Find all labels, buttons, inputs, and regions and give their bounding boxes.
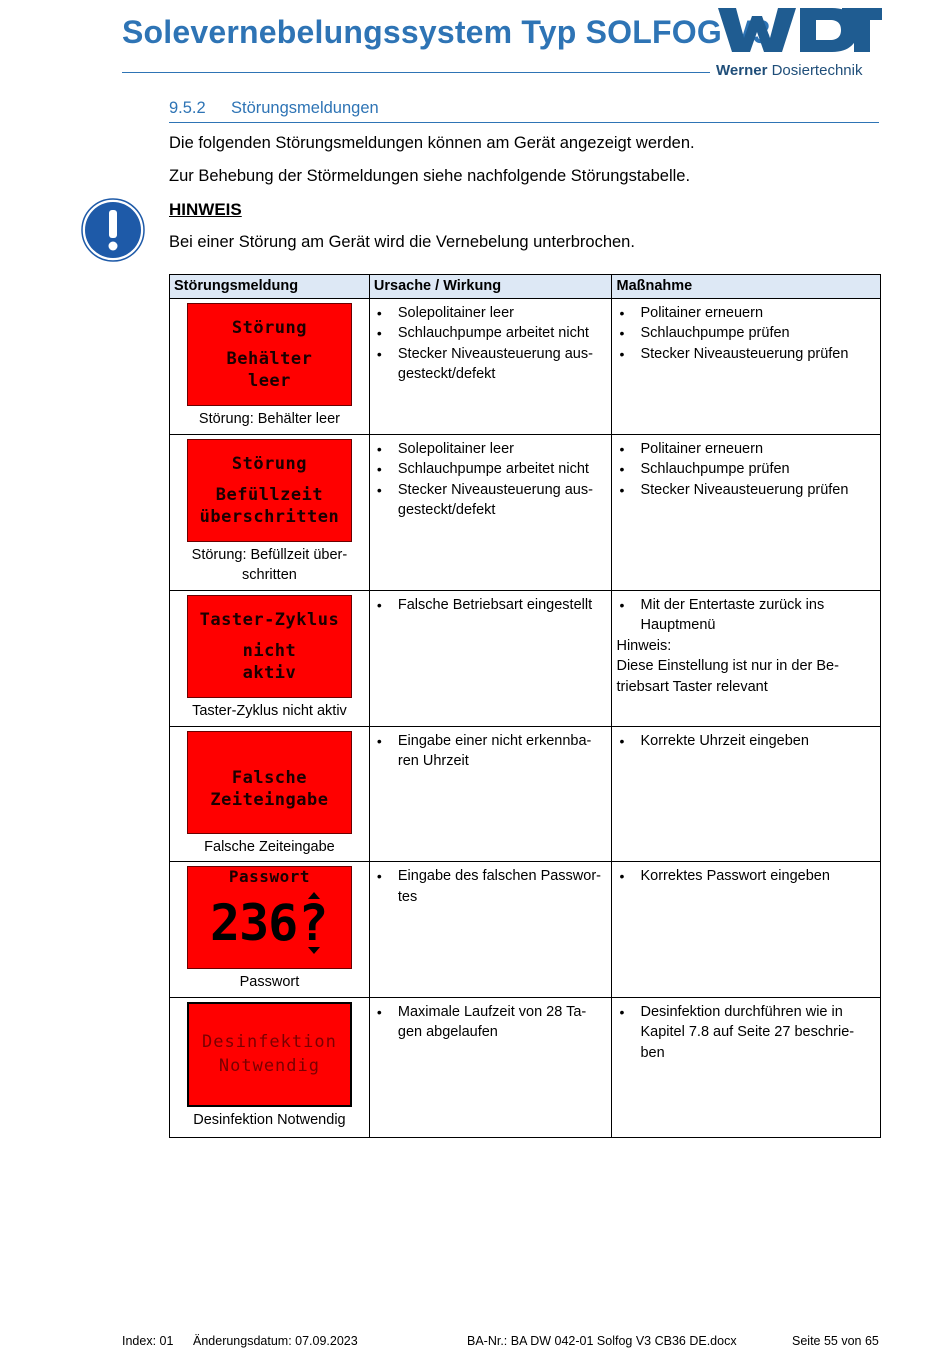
cause-cell xyxy=(369,590,612,726)
digit-selector xyxy=(298,892,329,954)
lcd-line: Behälter xyxy=(226,348,313,369)
lcd-display xyxy=(187,303,352,406)
footer-date: Änderungsdatum: 07.09.2023 xyxy=(193,1334,358,1348)
list-item: • Politainer erneuern xyxy=(616,439,876,460)
section-title: Störungsmeldungen xyxy=(231,99,379,117)
list-item: • Korrekte Uhrzeit eingeben xyxy=(616,731,876,752)
cause-cell xyxy=(369,434,612,590)
lcd-line: Taster-Zyklus xyxy=(199,609,340,630)
message-cell xyxy=(170,726,370,862)
message-cell xyxy=(170,997,370,1137)
section-heading xyxy=(169,99,879,123)
action-cell xyxy=(612,862,881,998)
table-row xyxy=(170,997,881,1137)
action-cell xyxy=(612,726,881,862)
lcd-line: Zeiteingabe xyxy=(210,790,329,810)
cause-cell xyxy=(369,726,612,862)
message-cell xyxy=(170,434,370,590)
footer-index: Index: 01 xyxy=(122,1334,174,1348)
fault-table xyxy=(169,274,881,1138)
cause-cell xyxy=(369,298,612,434)
list-item: • Schlauchpumpe prüfen xyxy=(616,459,876,480)
list-item: • Schlauchpumpe prüfen xyxy=(616,323,876,344)
table-row xyxy=(170,726,881,862)
lcd-line: Falsche xyxy=(231,768,308,788)
display-caption: Desinfektion Notwendig xyxy=(193,1111,346,1128)
message-cell xyxy=(170,862,370,998)
note-text: Diese Einstellung ist nur in der Be-triebsart Taster relevant xyxy=(616,658,839,695)
list-item: • Maximale Laufzeit von 28 Ta-gen abgelaufen xyxy=(374,1002,608,1043)
list-item: • Stecker Niveausteuerung aus-gesteckt/defekt xyxy=(374,344,608,385)
list-item: • Stecker Niveausteuerung aus-gesteckt/defekt xyxy=(374,480,608,521)
list-item: • Schlauchpumpe arbeitet nicht xyxy=(374,323,608,344)
document-title: Solevernebelungssystem Typ SOLFOG V3 xyxy=(122,14,771,50)
list-item: • Schlauchpumpe arbeitet nicht xyxy=(374,459,608,480)
list-item: • Stecker Niveausteuerung prüfen xyxy=(616,344,876,365)
lcd-display xyxy=(187,731,352,834)
lcd-line: Störung xyxy=(231,317,308,338)
header-action: Maßnahme xyxy=(612,275,881,299)
fix-paragraph: Zur Behebung der Störmeldungen siehe nachfolgende Störungstabelle. xyxy=(169,167,691,185)
arrow-down-icon xyxy=(308,947,320,954)
cause-cell xyxy=(369,997,612,1137)
action-cell xyxy=(612,298,881,434)
lcd-line: leer xyxy=(247,370,291,391)
list-item: • Solepolitainer leer xyxy=(374,303,608,324)
cause-cell xyxy=(369,862,612,998)
lcd-line: Störung xyxy=(231,453,308,474)
hint-paragraph: Bei einer Störung am Gerät wird die Vernebelung unterbrochen. xyxy=(169,233,635,251)
message-cell xyxy=(170,298,370,434)
table-row xyxy=(170,862,881,998)
note-label: Hinweis: xyxy=(616,637,672,654)
list-item: • Falsche Betriebsart eingestellt xyxy=(374,595,608,616)
lcd-display xyxy=(187,866,352,969)
password-digits: 236 xyxy=(209,894,298,952)
lcd-line: Desinfektion xyxy=(202,1032,337,1052)
list-item: • Stecker Niveausteuerung prüfen xyxy=(616,480,876,501)
action-cell xyxy=(612,434,881,590)
title-rule xyxy=(122,72,710,73)
exclamation-icon xyxy=(81,198,145,262)
table-row xyxy=(170,434,881,590)
display-caption: Passwort xyxy=(239,974,300,990)
hint-title: HINWEIS xyxy=(169,200,242,219)
table-row xyxy=(170,590,881,726)
display-caption: Störung: Behälter leer xyxy=(198,410,340,427)
list-item: • Eingabe einer nicht erkennba-ren Uhrzeit xyxy=(374,731,608,772)
lcd-line: überschritten xyxy=(199,506,340,527)
list-item: • Mit der Entertaste zurück ins Hauptmenü xyxy=(616,595,876,636)
logo-text: Werner Dosiertechnik xyxy=(716,62,863,79)
lcd-line: Passwort xyxy=(228,867,310,886)
action-cell xyxy=(612,590,881,726)
intro-paragraph: Die folgenden Störungsmeldungen können am Gerät angezeigt werden. xyxy=(169,134,695,152)
action-cell xyxy=(612,997,881,1137)
display-caption: Taster-Zyklus nicht aktiv xyxy=(192,702,347,719)
list-item: • Korrektes Passwort eingeben xyxy=(616,866,876,887)
footer-document-number: BA-Nr.: BA DW 042-01 Solfog V3 CB36 DE.docx xyxy=(467,1334,737,1348)
lcd-display xyxy=(187,439,352,542)
lcd-line: Notwendig xyxy=(218,1056,320,1076)
footer-page-number: Seite 55 von 65 xyxy=(792,1334,879,1348)
list-item: • Politainer erneuern xyxy=(616,303,876,324)
lcd-line: aktiv xyxy=(242,662,297,683)
display-caption: Falsche Zeiteingabe xyxy=(204,838,335,855)
message-cell xyxy=(170,590,370,726)
header-cause: Ursache / Wirkung xyxy=(369,275,612,299)
list-item: • Desinfektion durchführen wie in Kapitel 7.8 auf Seite 27 beschrie-ben xyxy=(616,1002,876,1064)
header-message: Störungsmeldung xyxy=(170,275,370,299)
lcd-display xyxy=(187,1002,352,1107)
list-item: • Eingabe des falschen Passwor-tes xyxy=(374,866,608,907)
password-cursor: ? xyxy=(298,894,329,952)
section-number: 9.5.2 xyxy=(169,99,206,117)
list-item: • Solepolitainer leer xyxy=(374,439,608,460)
lcd-display xyxy=(187,595,352,698)
table-row xyxy=(170,298,881,434)
table-header-row xyxy=(170,275,881,299)
lcd-line: nicht xyxy=(242,640,297,661)
lcd-line: Befüllzeit xyxy=(215,484,324,505)
display-caption: Störung: Befüllzeit über-schritten xyxy=(191,546,348,583)
